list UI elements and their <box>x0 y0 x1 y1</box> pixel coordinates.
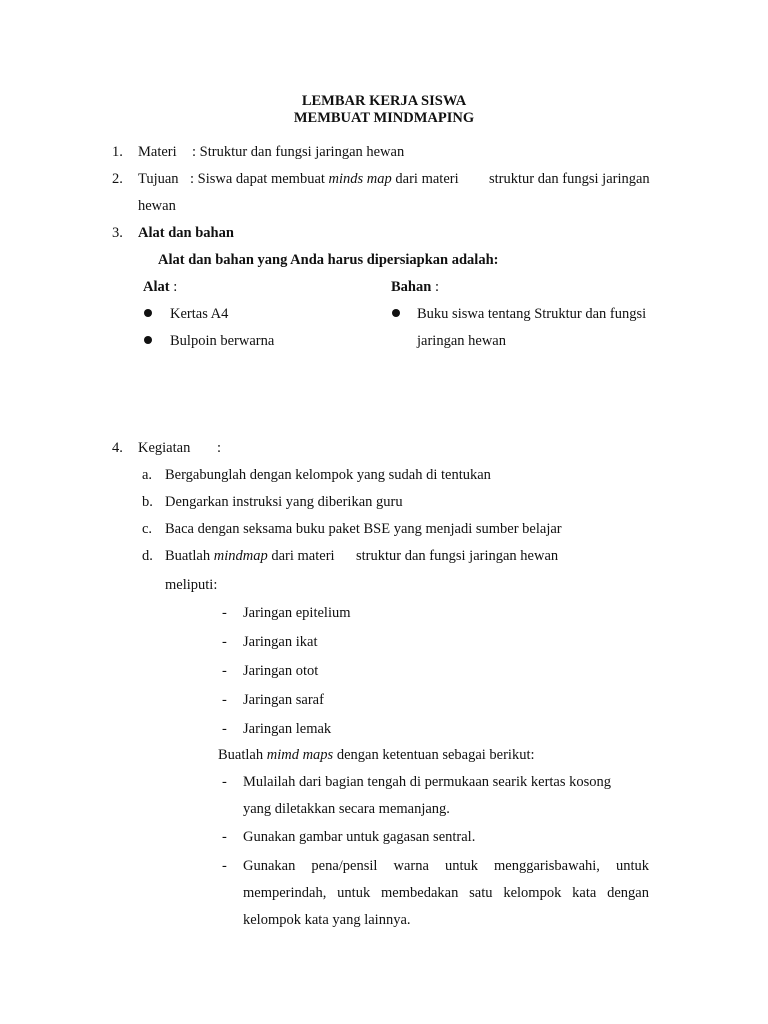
rule-3-line-3: kelompok kata yang lainnya. <box>243 912 411 928</box>
kegiatan-colon: : <box>217 440 222 456</box>
tujuan-tail: struktur dan fungsi jaringan <box>489 171 650 187</box>
title-line-1: LEMBAR KERJA SISWA <box>301 93 467 109</box>
alat-bahan-intro: Alat dan bahan yang Anda harus dipersiapkan adalah: <box>158 252 499 268</box>
title-line-2: MEMBUAT MINDMAPING <box>293 110 475 126</box>
item-number-3: 3. <box>112 225 123 241</box>
tujuan-text: : Siswa dapat membuat minds map dari materi <box>190 171 459 187</box>
dash-marker: - <box>222 692 227 708</box>
step-letter-d: d. <box>142 548 153 564</box>
step-d-line-2: meliputi: <box>165 577 218 593</box>
alat-item-2: Bulpoin berwarna <box>170 333 275 349</box>
dash-marker: - <box>222 634 227 650</box>
jaringan-item-4: Jaringan saraf <box>243 692 324 708</box>
rule-3-line-2: memperindah, untuk membedakan satu kelompok kata dengan <box>243 885 649 901</box>
bahan-heading: Bahan : <box>391 279 439 295</box>
rule-2: Gunakan gambar untuk gagasan sentral. <box>243 829 476 845</box>
materi-text: : Struktur dan fungsi jaringan hewan <box>192 144 405 160</box>
step-c: Baca dengan seksama buku paket BSE yang menjadi sumber belajar <box>165 521 562 537</box>
rule-1-line-1: Mulailah dari bagian tengah di permukaan searik kertas kosong <box>243 774 612 790</box>
jaringan-item-5: Jaringan lemak <box>243 721 332 737</box>
materi-label: Materi <box>138 144 177 160</box>
step-letter-b: b. <box>142 494 153 510</box>
tujuan-line-2: hewan <box>138 198 176 214</box>
bullet-icon <box>144 309 152 317</box>
bahan-line-1: Buku siswa tentang Struktur dan fungsi <box>417 306 647 322</box>
dash-marker: - <box>222 774 227 790</box>
rule-1-line-2: yang diletakkan secara memanjang. <box>243 801 450 817</box>
step-a: Bergabunglah dengan kelompok yang sudah di tentukan <box>165 467 491 483</box>
dash-marker: - <box>222 663 227 679</box>
jaringan-item-1: Jaringan epitelium <box>243 605 351 621</box>
rule-3-line-1: Gunakan pena/pensil warna untuk menggarisbawahi, untuk <box>243 858 649 874</box>
bahan-line-2: jaringan hewan <box>417 333 506 349</box>
dash-marker: - <box>222 858 227 874</box>
step-letter-a: a. <box>142 467 153 483</box>
dash-marker: - <box>222 721 227 737</box>
tujuan-label: Tujuan <box>138 171 179 187</box>
alat-bahan-heading: Alat dan bahan <box>138 225 234 241</box>
alat-item-1: Kertas A4 <box>170 306 229 322</box>
dash-marker: - <box>222 829 227 845</box>
item-number-2: 2. <box>112 171 123 187</box>
ketentuan-intro: Buatlah mimd maps dengan ketentuan sebagai berikut: <box>218 747 535 763</box>
jaringan-item-3: Jaringan otot <box>243 663 319 679</box>
step-letter-c: c. <box>142 521 153 537</box>
bullet-icon <box>392 309 400 317</box>
step-d: Buatlah mindmap dari materi <box>165 548 335 564</box>
item-number-4: 4. <box>112 440 123 456</box>
jaringan-item-2: Jaringan ikat <box>243 634 318 650</box>
bullet-icon <box>144 336 152 344</box>
dash-marker: - <box>222 605 227 621</box>
step-d-tail: struktur dan fungsi jaringan hewan <box>356 548 559 564</box>
step-b: Dengarkan instruksi yang diberikan guru <box>165 494 403 510</box>
kegiatan-label: Kegiatan <box>138 440 191 456</box>
alat-heading: Alat : <box>143 279 178 295</box>
item-number-1: 1. <box>112 144 123 160</box>
